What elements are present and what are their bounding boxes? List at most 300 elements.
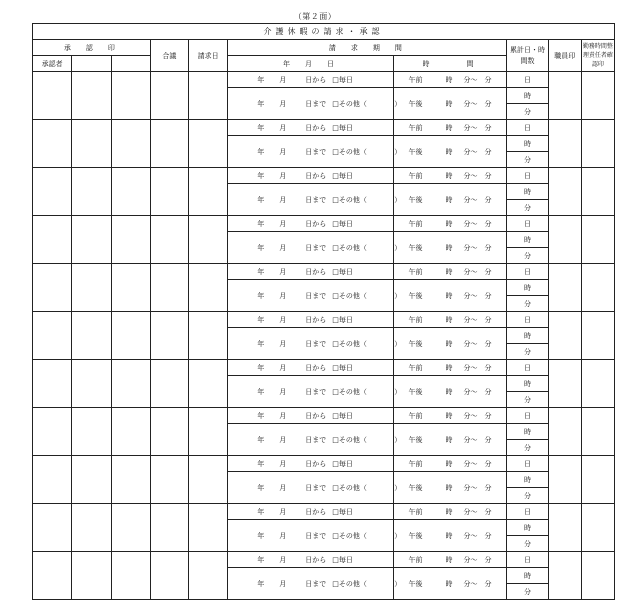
period-start-cell[interactable] — [228, 312, 393, 328]
y-text: 年 — [257, 507, 265, 516]
cumulative-hour-cell[interactable] — [507, 328, 548, 344]
mi-text: 分〜 — [463, 171, 478, 180]
opt-text: □その他（ — [332, 99, 367, 108]
manager-seal-cell[interactable] — [581, 360, 614, 408]
request-date-cell[interactable] — [189, 360, 228, 408]
cumulative-hour-cell[interactable] — [507, 280, 548, 296]
cumulative-minute-cell[interactable] — [507, 488, 548, 504]
cumulative-minute-cell[interactable] — [507, 296, 548, 312]
consultation-cell[interactable] — [150, 456, 188, 504]
unit-hour-text: 時 — [524, 427, 532, 436]
approver-seal-cell-1[interactable] — [33, 408, 72, 456]
request-date-cell[interactable] — [189, 264, 228, 312]
staff-seal-cell[interactable] — [548, 216, 581, 264]
y-text: 年 — [257, 123, 265, 132]
mi-text: 分〜 — [463, 363, 478, 372]
cumulative-day-cell[interactable] — [507, 312, 548, 328]
d-text: 日から — [305, 267, 327, 276]
approver-seal-cell-2[interactable] — [72, 360, 111, 408]
cumulative-hour-cell[interactable] — [507, 376, 548, 392]
manager-seal-cell[interactable] — [581, 216, 614, 264]
m-text: 月 — [279, 579, 287, 588]
d-text: 日から — [305, 363, 327, 372]
p-text: ） — [394, 339, 402, 348]
p-text: ） — [394, 291, 402, 300]
approver-seal-cell-3[interactable] — [111, 72, 150, 120]
approver-seal-cell-3[interactable] — [111, 456, 150, 504]
consultation-cell[interactable] — [150, 312, 188, 360]
time-start-cell[interactable] — [393, 216, 507, 232]
y-text: 年 — [257, 267, 265, 276]
y-text: 年 — [257, 195, 265, 204]
approver-seal-cell-2[interactable] — [72, 552, 111, 600]
approver-seal-cell-1[interactable] — [33, 552, 72, 600]
period-start-cell[interactable] — [228, 72, 393, 88]
staff-seal-cell[interactable] — [548, 408, 581, 456]
h-text: 時 — [445, 579, 453, 588]
request-date-cell[interactable] — [189, 504, 228, 552]
period-end-cell[interactable] — [228, 376, 402, 408]
m-text: 月 — [279, 291, 287, 300]
unit-day-text: 日 — [524, 555, 532, 564]
period-end-cell[interactable] — [228, 568, 402, 600]
m-text: 月 — [279, 219, 287, 228]
opt-text: □毎日 — [332, 219, 353, 228]
approver-seal-cell-2[interactable] — [72, 168, 111, 216]
m2-text: 分 — [484, 195, 492, 204]
cumulative-minute-cell[interactable] — [507, 536, 548, 552]
form-body — [33, 24, 615, 600]
unit-minute-text: 分 — [524, 491, 532, 500]
period-start-cell[interactable] — [228, 408, 393, 424]
m-text: 月 — [279, 315, 287, 324]
y-text: 年 — [257, 75, 265, 84]
opt-text: □その他（ — [332, 483, 367, 492]
ap-text: 午後 — [408, 387, 423, 396]
cumulative-minute-cell[interactable] — [507, 440, 548, 456]
opt-text: □その他（ — [332, 579, 367, 588]
m-text: 月 — [279, 171, 287, 180]
manager-seal-cell[interactable] — [581, 408, 614, 456]
ap-text: 午後 — [408, 99, 423, 108]
page-label: （第２面） — [293, 12, 337, 21]
mi-text: 分〜 — [463, 315, 478, 324]
unit-minute-text: 分 — [524, 587, 532, 596]
m-text: 月 — [279, 363, 287, 372]
m2-text: 分 — [484, 411, 492, 420]
y-text: 年 — [257, 579, 265, 588]
p-text: ） — [394, 531, 402, 540]
approver-seal-cell-1[interactable] — [33, 72, 72, 120]
cumulative-minute-cell[interactable] — [507, 248, 548, 264]
entry-row — [33, 312, 615, 328]
manager-seal-cell[interactable] — [581, 552, 614, 600]
time-end-cell[interactable] — [393, 184, 507, 216]
staff-seal-cell[interactable] — [548, 264, 581, 312]
consultation-cell[interactable] — [150, 216, 188, 264]
consultation-cell[interactable] — [150, 264, 188, 312]
cumulative-day-cell[interactable] — [507, 120, 548, 136]
time-end-cell[interactable] — [393, 376, 507, 408]
p-text: ） — [394, 387, 402, 396]
h-text: 時 — [445, 435, 453, 444]
request-date-cell[interactable] — [189, 456, 228, 504]
approver-seal-cell-2[interactable] — [72, 264, 111, 312]
m-text: 月 — [279, 411, 287, 420]
cumulative-day-cell[interactable] — [507, 264, 548, 280]
time-end-cell[interactable] — [393, 280, 507, 312]
unit-hour-text: 時 — [524, 571, 532, 580]
approver-seal-cell-1[interactable] — [33, 264, 72, 312]
opt-text: □毎日 — [332, 123, 353, 132]
y-text: 年 — [257, 435, 265, 444]
time-header: 時 間 — [393, 56, 507, 72]
entry-row — [33, 120, 615, 136]
m-text: 月 — [279, 243, 287, 252]
staff-seal-cell[interactable] — [548, 168, 581, 216]
manager-seal-cell[interactable] — [581, 264, 614, 312]
approver-seal-cell-2[interactable] — [72, 312, 111, 360]
time-start-cell[interactable] — [393, 552, 507, 568]
m-text: 月 — [279, 339, 287, 348]
approver-seal-cell-1[interactable] — [33, 360, 72, 408]
mi-text: 分〜 — [463, 267, 478, 276]
cumulative-minute-cell[interactable] — [507, 104, 548, 120]
ap-text: 午後 — [408, 147, 423, 156]
ap-text: 午前 — [408, 411, 423, 420]
m2-text: 分 — [484, 219, 492, 228]
d-text: 日まで — [305, 99, 327, 108]
staff-seal-cell[interactable] — [548, 504, 581, 552]
period-start-cell[interactable] — [228, 264, 393, 280]
unit-hour-text: 時 — [524, 523, 532, 532]
period-start-cell[interactable] — [228, 504, 393, 520]
unit-minute-text: 分 — [524, 107, 532, 116]
ap-text: 午前 — [408, 171, 423, 180]
period-end-cell[interactable] — [228, 520, 402, 552]
approver-seal-cell-1[interactable] — [33, 120, 72, 168]
time-start-cell[interactable] — [393, 456, 507, 472]
m2-text: 分 — [484, 267, 492, 276]
m2-text: 分 — [484, 363, 492, 372]
ap-text: 午前 — [408, 363, 423, 372]
request-date-cell[interactable] — [189, 408, 228, 456]
y-text: 年 — [257, 315, 265, 324]
approver-seal-cell-2[interactable] — [72, 72, 111, 120]
manager-seal-cell[interactable] — [581, 504, 614, 552]
m-text: 月 — [279, 147, 287, 156]
manager-seal-cell[interactable] — [581, 168, 614, 216]
cumulative-day-cell[interactable] — [507, 552, 548, 568]
unit-minute-text: 分 — [524, 539, 532, 548]
entry-row — [33, 552, 615, 568]
request-date-cell[interactable] — [189, 168, 228, 216]
m-text: 月 — [279, 435, 287, 444]
approver-seal-cell-2[interactable] — [72, 408, 111, 456]
time-start-cell[interactable] — [393, 408, 507, 424]
consultation-cell[interactable] — [150, 168, 188, 216]
approver-seal-cell-3[interactable] — [111, 312, 150, 360]
period-end-cell[interactable] — [228, 232, 402, 264]
staff-seal-header: 職員印 — [548, 40, 581, 72]
p-text: ） — [394, 435, 402, 444]
ymd-header: 年 月 日 — [228, 56, 393, 72]
d-text: 日から — [305, 219, 327, 228]
period-start-cell[interactable] — [228, 552, 393, 568]
request-date-cell[interactable] — [189, 312, 228, 360]
m-text: 月 — [279, 99, 287, 108]
manager-seal-cell[interactable] — [581, 456, 614, 504]
mi-text: 分〜 — [463, 195, 478, 204]
m-text: 月 — [279, 507, 287, 516]
mi-text: 分〜 — [463, 219, 478, 228]
entry-row — [33, 72, 615, 88]
mi-text: 分〜 — [463, 507, 478, 516]
entry-row — [33, 216, 615, 232]
h-text: 時 — [445, 219, 453, 228]
time-end-cell[interactable] — [393, 328, 507, 360]
period-start-cell[interactable] — [228, 456, 393, 472]
unit-hour-text: 時 — [524, 235, 532, 244]
h-text: 時 — [445, 315, 453, 324]
approver-seal-cell-3[interactable] — [111, 552, 150, 600]
period-end-cell[interactable] — [228, 184, 402, 216]
cumulative-minute-cell[interactable] — [507, 200, 548, 216]
cumulative-day-cell[interactable] — [507, 72, 548, 88]
cumulative-day-cell[interactable] — [507, 216, 548, 232]
h-text: 時 — [445, 291, 453, 300]
approver-seal-cell-2[interactable] — [72, 456, 111, 504]
approver-seal-cell-3[interactable] — [111, 216, 150, 264]
ap-text: 午後 — [408, 291, 423, 300]
request-date-header: 請求日 — [189, 40, 228, 72]
time-end-cell[interactable] — [393, 88, 507, 120]
mi-text: 分〜 — [463, 243, 478, 252]
h-text: 時 — [445, 507, 453, 516]
mi-text: 分〜 — [463, 579, 478, 588]
approver-seal-cell-3[interactable] — [111, 120, 150, 168]
cumulative-minute-cell[interactable] — [507, 152, 548, 168]
m-text: 月 — [279, 267, 287, 276]
time-end-cell[interactable] — [393, 136, 507, 168]
p-text: ） — [394, 99, 402, 108]
h-text: 時 — [445, 123, 453, 132]
d-text: 日まで — [305, 291, 327, 300]
opt-text: □毎日 — [332, 459, 353, 468]
m2-text: 分 — [484, 435, 492, 444]
m2-text: 分 — [484, 507, 492, 516]
staff-seal-cell[interactable] — [548, 72, 581, 120]
h-text: 時 — [445, 387, 453, 396]
y-text: 年 — [257, 411, 265, 420]
time-end-cell[interactable] — [393, 424, 507, 456]
time-start-cell[interactable] — [393, 312, 507, 328]
approver-seal-cell-2[interactable] — [72, 120, 111, 168]
cumulative-hour-cell[interactable] — [507, 520, 548, 536]
time-start-cell[interactable] — [393, 264, 507, 280]
unit-minute-text: 分 — [524, 203, 532, 212]
cumulative-day-cell[interactable] — [507, 504, 548, 520]
cumulative-minute-cell[interactable] — [507, 584, 548, 600]
approver-seal-cell-2[interactable] — [72, 216, 111, 264]
ap-text: 午後 — [408, 579, 423, 588]
approver-seal-cell-3[interactable] — [111, 168, 150, 216]
m2-text: 分 — [484, 579, 492, 588]
time-start-cell[interactable] — [393, 504, 507, 520]
d-text: 日まで — [305, 435, 327, 444]
cumulative-hour-cell[interactable] — [507, 568, 548, 584]
period-start-cell[interactable] — [228, 168, 393, 184]
cumulative-minute-cell[interactable] — [507, 392, 548, 408]
manager-seal-cell[interactable] — [581, 72, 614, 120]
period-end-cell[interactable] — [228, 424, 402, 456]
period-start-cell[interactable] — [228, 216, 393, 232]
time-end-cell[interactable] — [393, 568, 507, 600]
cumulative-hour-cell[interactable] — [507, 184, 548, 200]
mi-text: 分〜 — [463, 459, 478, 468]
consultation-cell[interactable] — [150, 504, 188, 552]
opt-text: □毎日 — [332, 363, 353, 372]
cumulative-hour-cell[interactable] — [507, 88, 548, 104]
approver-seal-cell-1[interactable] — [33, 312, 72, 360]
time-end-cell[interactable] — [393, 520, 507, 552]
unit-day-text: 日 — [524, 411, 532, 420]
opt-text: □毎日 — [332, 411, 353, 420]
h-text: 時 — [445, 195, 453, 204]
consultation-cell[interactable] — [150, 552, 188, 600]
mi-text: 分〜 — [463, 291, 478, 300]
m2-text: 分 — [484, 339, 492, 348]
m-text: 月 — [279, 555, 287, 564]
entry-row — [33, 456, 615, 472]
staff-seal-cell[interactable] — [548, 312, 581, 360]
cumulative-header: 累計日・時間数 — [507, 40, 548, 72]
approver-seal-cell-1[interactable] — [33, 504, 72, 552]
ap-text: 午後 — [408, 243, 423, 252]
unit-minute-text: 分 — [524, 299, 532, 308]
cumulative-hour-cell[interactable] — [507, 136, 548, 152]
manager-seal-cell[interactable] — [581, 312, 614, 360]
period-end-cell[interactable] — [228, 328, 402, 360]
unit-hour-text: 時 — [524, 139, 532, 148]
request-date-cell[interactable] — [189, 216, 228, 264]
mi-text: 分〜 — [463, 339, 478, 348]
time-end-cell[interactable] — [393, 232, 507, 264]
consultation-cell[interactable] — [150, 408, 188, 456]
approver-seal-cell-3[interactable] — [111, 360, 150, 408]
time-end-cell[interactable] — [393, 472, 507, 504]
d-text: 日から — [305, 459, 327, 468]
m-text: 月 — [279, 387, 287, 396]
period-end-cell[interactable] — [228, 136, 402, 168]
staff-seal-cell[interactable] — [548, 552, 581, 600]
ap-text: 午前 — [408, 123, 423, 132]
approver-seal-cell-1[interactable] — [33, 168, 72, 216]
approval-seal-header: 承 認 印 — [33, 40, 151, 56]
mi-text: 分〜 — [463, 411, 478, 420]
approver-seal-cell-3[interactable] — [111, 504, 150, 552]
manager-seal-header: 勤務時間整理責任者確認印 — [581, 40, 614, 72]
cumulative-day-cell[interactable] — [507, 168, 548, 184]
consultation-cell[interactable] — [150, 360, 188, 408]
opt-text: □毎日 — [332, 75, 353, 84]
entry-row — [33, 408, 615, 424]
period-end-cell[interactable] — [228, 88, 402, 120]
cumulative-hour-cell[interactable] — [507, 232, 548, 248]
approver-seal-cell-1[interactable] — [33, 456, 72, 504]
mi-text: 分〜 — [463, 531, 478, 540]
unit-hour-text: 時 — [524, 331, 532, 340]
consultation-cell[interactable] — [150, 120, 188, 168]
approver-seal-cell-3[interactable] — [111, 408, 150, 456]
h-text: 時 — [445, 411, 453, 420]
p-text: ） — [394, 483, 402, 492]
opt-text: □毎日 — [332, 171, 353, 180]
approver-seal-cell-3[interactable] — [111, 264, 150, 312]
staff-seal-cell[interactable] — [548, 456, 581, 504]
unit-minute-text: 分 — [524, 155, 532, 164]
unit-day-text: 日 — [524, 123, 532, 132]
opt-text: □その他（ — [332, 147, 367, 156]
time-start-cell[interactable] — [393, 120, 507, 136]
unit-hour-text: 時 — [524, 187, 532, 196]
d-text: 日から — [305, 75, 327, 84]
ap-text: 午前 — [408, 459, 423, 468]
cumulative-day-cell[interactable] — [507, 360, 548, 376]
m2-text: 分 — [484, 315, 492, 324]
time-start-cell[interactable] — [393, 168, 507, 184]
period-end-cell[interactable] — [228, 472, 402, 504]
request-date-cell[interactable] — [189, 72, 228, 120]
unit-day-text: 日 — [524, 75, 532, 84]
unit-minute-text: 分 — [524, 395, 532, 404]
opt-text: □その他（ — [332, 435, 367, 444]
time-start-cell[interactable] — [393, 360, 507, 376]
approver-seal-cell-2[interactable] — [72, 504, 111, 552]
request-date-cell[interactable] — [189, 120, 228, 168]
manager-seal-cell[interactable] — [581, 120, 614, 168]
time-start-cell[interactable] — [393, 72, 507, 88]
d-text: 日まで — [305, 483, 327, 492]
period-start-cell[interactable] — [228, 120, 393, 136]
d-text: 日まで — [305, 243, 327, 252]
ap-text: 午前 — [408, 507, 423, 516]
h-text: 時 — [445, 99, 453, 108]
approver-seal-cell-1[interactable] — [33, 216, 72, 264]
unit-day-text: 日 — [524, 459, 532, 468]
y-text: 年 — [257, 243, 265, 252]
cumulative-day-cell[interactable] — [507, 456, 548, 472]
ap-text: 午前 — [408, 219, 423, 228]
m-text: 月 — [279, 123, 287, 132]
y-text: 年 — [257, 339, 265, 348]
unit-day-text: 日 — [524, 507, 532, 516]
mi-text: 分〜 — [463, 99, 478, 108]
period-start-cell[interactable] — [228, 360, 393, 376]
d-text: 日まで — [305, 147, 327, 156]
staff-seal-cell[interactable] — [548, 360, 581, 408]
cumulative-hour-cell[interactable] — [507, 472, 548, 488]
cumulative-hour-cell[interactable] — [507, 424, 548, 440]
period-end-cell[interactable] — [228, 280, 402, 312]
cumulative-minute-cell[interactable] — [507, 344, 548, 360]
opt-text: □毎日 — [332, 507, 353, 516]
consultation-cell[interactable] — [150, 72, 188, 120]
cumulative-day-cell[interactable] — [507, 408, 548, 424]
d-text: 日から — [305, 411, 327, 420]
staff-seal-cell[interactable] — [548, 120, 581, 168]
request-date-cell[interactable] — [189, 552, 228, 600]
